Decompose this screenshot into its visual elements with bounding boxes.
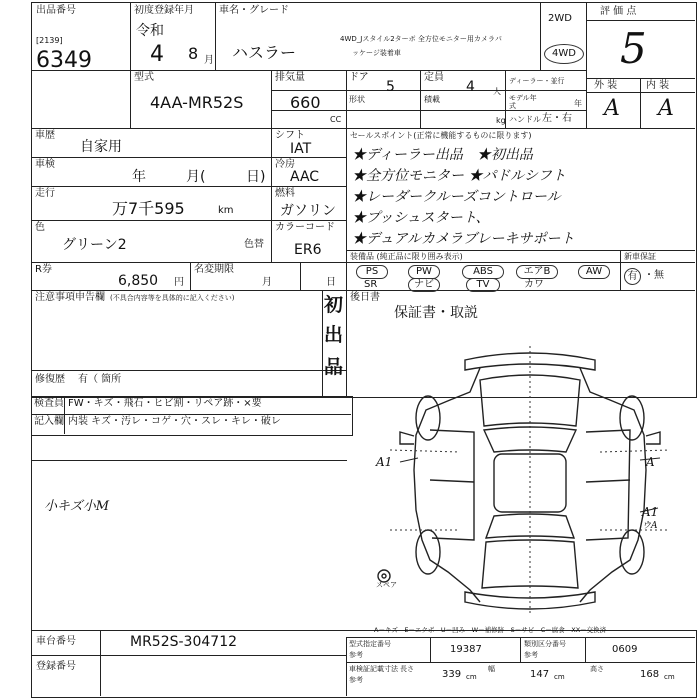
length-label: 長さ (400, 665, 414, 673)
inspector-label-1: 検査員 (34, 398, 64, 409)
capacity: 4 (466, 79, 475, 95)
color-code-label: カラーコード (275, 222, 335, 233)
shift-label: シフト (275, 130, 305, 141)
mileage-label: 走行 (35, 188, 55, 199)
car-diagram (370, 340, 690, 620)
mirror-left (400, 432, 414, 444)
dims-ref: 参考 (349, 676, 363, 684)
category-number: 0609 (612, 644, 638, 655)
selling-point: ★プッシュスタート、 (352, 210, 490, 226)
lot-sub: [2139] (36, 36, 63, 45)
notes-sublabel: (不具合内容等を具体的に記入ください) (110, 294, 235, 302)
stamp-char: 品 (324, 356, 344, 378)
reg-year: 4 (150, 42, 164, 67)
equip-pw: PW (408, 265, 440, 279)
inspection-day: 日) (246, 169, 266, 185)
selling-point: ★レーダークルーズコントロール (352, 189, 561, 205)
new-warranty-no: ・無 (644, 270, 664, 281)
selling-point: ★デュアルカメラブレーキサポート (352, 231, 575, 247)
mirror-right (646, 432, 660, 444)
color-code: ER6 (294, 242, 322, 258)
shift: IAT (290, 141, 312, 157)
stamp-char: 出 (324, 324, 344, 346)
year-unit: 年 (574, 99, 582, 108)
inspection-month: 月( (186, 169, 206, 185)
grade-line2: ッケージ装着車 (352, 49, 401, 57)
km-unit: km (218, 205, 234, 216)
width: 147 (530, 669, 550, 680)
ac-label: 冷房 (275, 159, 295, 170)
selling-point: ★全方位モニター ★パドルシフト (352, 168, 566, 184)
model: 4AA-MR52S (150, 93, 244, 112)
drive-4wd: 4WD (544, 44, 584, 64)
model-year-label: モデル年式 (509, 94, 537, 110)
kg-unit: kg (496, 116, 506, 125)
score-label: 評 価 点 (600, 6, 637, 17)
interior-label: 内 装 (646, 80, 670, 91)
history: 自家用 (80, 139, 122, 155)
drive-2wd: 2WD (548, 13, 572, 24)
later-docs: 保証書・取説 (394, 305, 478, 321)
history-label: 車歴 (35, 130, 55, 141)
height-unit: cm (664, 673, 675, 681)
repair-value: 有（ 箇所 (78, 374, 122, 385)
length: 339 (442, 669, 462, 680)
equipment-label: 装備品 (純正品に限り囲み表示) (350, 252, 463, 261)
category-ref: 参考 (524, 651, 538, 659)
equip-navi: ナビ (408, 278, 440, 292)
length-unit: cm (466, 673, 477, 681)
mileage: 万7千595 (112, 199, 185, 218)
reg-number-label: 登録番号 (36, 661, 76, 672)
body-outline-left (414, 368, 480, 602)
wheel-rear-right (620, 530, 644, 574)
equip-ps: PS (356, 265, 388, 279)
equip-sr: SR (364, 279, 378, 290)
width-label: 幅 (488, 665, 495, 673)
dealer-label: ディーラー・並行 (509, 77, 565, 85)
left-doors (430, 430, 474, 540)
damage-legend: A－キズ E－エクボ U－凹み W－補修跡 S－サビ C－腐食 XX－交換済 (374, 626, 607, 634)
expiry-day: 日 (326, 277, 336, 288)
equip-airbag: エアB (516, 265, 558, 279)
damage-mark-a1-right: A1 (642, 505, 659, 519)
new-warranty-yes: 有 (624, 268, 641, 285)
fuel: ガソリン (280, 203, 336, 219)
expiry-label: 名変期限 (194, 264, 234, 275)
wheel-front-right (620, 396, 644, 440)
person-unit: 人 (493, 87, 501, 96)
windshield (484, 427, 576, 452)
expiry-month: 月 (262, 277, 272, 288)
height-label: 高さ (590, 665, 604, 673)
new-warranty-label: 新車保証 (624, 252, 656, 261)
grade-line1: 4WD_Jスタイル2ターボ 全方位モニター用カメラパ (340, 35, 502, 43)
doors: 5 (386, 79, 395, 95)
type-designation-ref: 参考 (349, 651, 363, 659)
recycle-label: R券 (35, 264, 52, 275)
dims-label: 車検証記載寸法 (349, 665, 398, 673)
reg-month: 8 (188, 44, 199, 63)
recycle-fee: 6,850 (118, 273, 159, 289)
color: グリーン2 (62, 237, 127, 253)
equip-aw: AW (578, 265, 610, 279)
displacement: 660 (290, 93, 321, 112)
lot-label: 出品番号 (36, 5, 76, 16)
exterior-label: 外 装 (594, 80, 618, 91)
lot-number: 6349 (36, 48, 92, 73)
notes-label: 注意事項申告欄 (35, 292, 105, 303)
color-label: 色 (35, 222, 45, 233)
month-unit: 月 (204, 55, 214, 66)
damage-mark-u: ウA (642, 521, 658, 531)
selling-points-label: セールスポイント(正常に機能するものに限ります) (350, 131, 532, 140)
spare-label: スペア (376, 581, 397, 589)
inspector-exterior-row: FW・キズ・飛石・ヒビ割・リペア跡・×要 (68, 398, 262, 409)
category-label: 類別区分番号 (524, 640, 566, 648)
selling-point: ★ディーラー出品 ★初出品 (352, 147, 533, 163)
type-designation: 19387 (450, 644, 482, 655)
first-reg-label: 初度登録年月 (134, 5, 194, 16)
chassis-label: 車台番号 (36, 636, 76, 647)
color-swap-label: 色替 (244, 239, 264, 250)
score: 5 (620, 24, 647, 73)
inspector-label-2: 記入欄 (34, 416, 64, 427)
wheel-front-left (416, 396, 440, 440)
equip-tv: TV (466, 278, 500, 292)
car-name-label: 車名・グレード (219, 5, 289, 16)
inspection-year: 年 (132, 169, 146, 185)
load-label: 積載 (424, 95, 440, 104)
handle-label: ハンドル (509, 115, 541, 124)
inspector-handwritten-note: 小キズ小M (44, 499, 110, 514)
shape-label: 形状 (349, 95, 365, 104)
repair-label: 修復歴 (35, 374, 65, 385)
equip-leather: カワ (524, 279, 544, 290)
capacity-label: 定員 (424, 72, 444, 83)
displacement-label: 排気量 (275, 72, 305, 83)
cc-unit: CC (330, 115, 342, 124)
damage-mark-a1-left: A1 (376, 455, 393, 469)
ac: AAC (290, 169, 320, 185)
yen-unit: 円 (174, 277, 184, 288)
equip-abs: ABS (462, 265, 504, 279)
doors-label: ドア (349, 72, 369, 83)
stamp-char: 初 (324, 294, 344, 316)
type-designation-label: 型式指定番号 (349, 640, 391, 648)
later-docs-label: 後日書 (350, 292, 380, 303)
model-label: 型式 (134, 72, 154, 83)
fuel-label: 燃料 (275, 188, 295, 199)
body-outline-right (580, 368, 646, 602)
exterior-grade: A (604, 96, 620, 121)
inspector-interior-row: 内装 キズ・汚レ・コゲ・穴・スレ・キレ・破レ (68, 416, 281, 427)
width-unit: cm (554, 673, 565, 681)
handle: 左・右 (542, 113, 572, 124)
damage-mark-a-right: A (646, 455, 655, 469)
interior-grade: A (658, 96, 674, 121)
wheel-rear-left (416, 530, 440, 574)
height: 168 (640, 669, 660, 680)
car-name: ハスラー (232, 43, 297, 62)
chassis-number: MR52S-304712 (130, 634, 238, 650)
era: 令和 (136, 23, 164, 39)
right-doors (586, 430, 630, 540)
inspection-label: 車検 (35, 159, 55, 170)
